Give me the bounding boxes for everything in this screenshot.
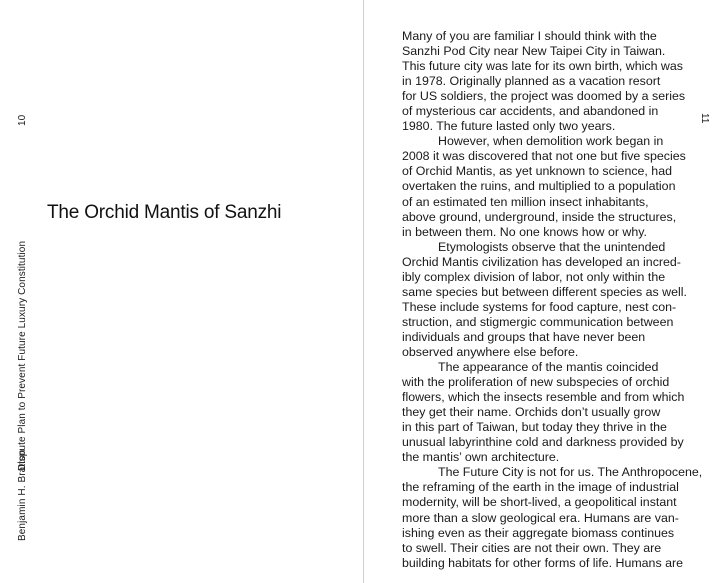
right-page bbox=[364, 0, 728, 583]
body-line: ibly complex division of labor, not only within the bbox=[402, 269, 666, 284]
body-line: with the proliferation of new subspecies of orchid bbox=[402, 375, 670, 390]
body-line: Etymologists observe that the unintended bbox=[438, 239, 666, 254]
body-line: individuals and groups that have never been bbox=[402, 329, 646, 344]
body-line: the mantis’ own architecture. bbox=[402, 450, 560, 465]
body-line: the reframing of the earth in the image of industrial bbox=[402, 480, 679, 495]
left-page-number: 10 bbox=[17, 114, 28, 126]
body-line: in this part of Taiwan, but today they thrive in the bbox=[402, 420, 667, 435]
body-line: they get their name. Orchids don’t usually grow bbox=[402, 405, 661, 420]
right-page-number: 11 bbox=[699, 113, 710, 124]
body-line: observed anywhere else before. bbox=[402, 344, 579, 359]
body-text bbox=[402, 29, 702, 571]
body-line: more than a slow geological era. Humans are van- bbox=[402, 510, 679, 525]
body-line: building habitats for other forms of life. Humans are bbox=[402, 555, 683, 570]
body-line: The appearance of the mantis coincided bbox=[438, 360, 659, 375]
running-head-author: Benjamin H. Bratton bbox=[17, 449, 28, 541]
body-line: modernity, will be short-lived, a geopolitical instant bbox=[402, 495, 677, 510]
body-line: flowers, which the insects resemble and from which bbox=[402, 390, 685, 405]
body-line: 2008 it was discovered that not one but five species bbox=[402, 149, 686, 164]
body-line: in 1978. Originally planned as a vacation resort bbox=[402, 74, 661, 89]
body-line: Sanzhi Pod City near New Taipei City in Taiwan. bbox=[402, 44, 666, 59]
body-line: The Future City is not for us. The Anthropocene, bbox=[438, 465, 703, 480]
body-line: These include systems for food capture, nest con- bbox=[402, 299, 677, 314]
body-line: for US soldiers, the project was doomed by a series bbox=[402, 89, 686, 104]
body-line: of Orchid Mantis, as yet unknown to science, had bbox=[402, 164, 672, 179]
body-line: ishing even as their aggregate biomass continues bbox=[402, 525, 675, 540]
body-line: Many of you are familiar I should think with the bbox=[402, 29, 657, 43]
chapter-title: The Orchid Mantis of Sanzhi bbox=[47, 202, 282, 223]
body-line: Orchid Mantis civilization has developed an incred- bbox=[402, 254, 681, 269]
body-line: same species but between different species as well. bbox=[402, 284, 687, 299]
left-page bbox=[0, 0, 363, 583]
body-line: of mysterious car accidents, and abandoned in bbox=[402, 104, 659, 119]
body-line: unusual labyrinthine cold and darkness provided by bbox=[402, 435, 684, 450]
body-line: of an estimated ten million insect inhabitants, bbox=[402, 194, 649, 209]
body-line: in between them. No one knows how or why. bbox=[402, 224, 647, 239]
body-line: to swell. Their cities are not their own. They are bbox=[402, 540, 662, 555]
body-line: struction, and stigmergic communication between bbox=[402, 314, 674, 329]
body-line: 1980. The future lasted only two years. bbox=[402, 119, 616, 134]
body-line: However, when demolition work began in bbox=[438, 134, 664, 149]
running-head-title: Dispute Plan to Prevent Future Luxury Constitution bbox=[17, 240, 28, 471]
body-line: overtaken the ruins, and multiplied to a population bbox=[402, 179, 676, 194]
body-line: This future city was late for its own birth, which was bbox=[402, 59, 683, 74]
body-line: above ground, underground, inside the structures, bbox=[402, 209, 677, 224]
